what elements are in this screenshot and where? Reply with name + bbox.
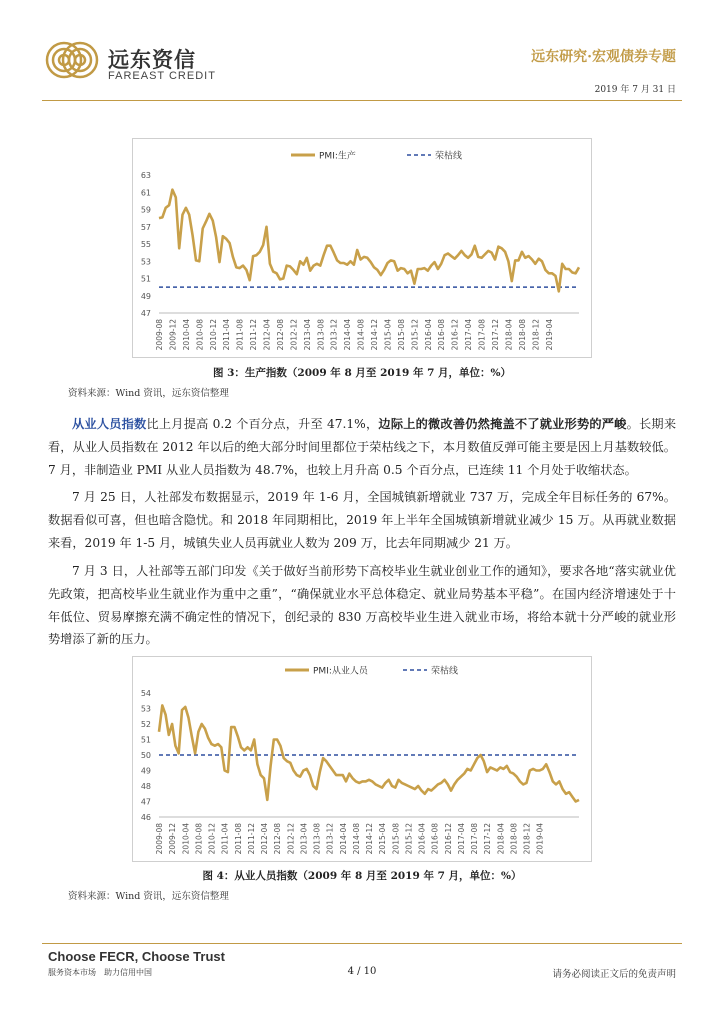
x-tick-label: 2013-08 [312,823,322,855]
y-tick-label: 57 [140,222,151,232]
report-series-title: 远东研究·宏观债券专题 [531,49,676,65]
x-tick-label: 2017-08 [470,823,479,855]
x-tick-label: 2012-12 [286,823,296,855]
x-tick-label: 2015-04 [383,319,393,351]
y-tick-label: 48 [140,782,151,791]
x-tick-label: 2010-04 [181,319,191,351]
x-tick-label: 2016-12 [450,319,460,351]
x-tick-label: 2011-12 [249,319,259,351]
x-tick-label: 2016-04 [417,823,427,855]
x-tick-label: 2017-12 [483,823,493,855]
x-tick-label: 2010-12 [207,823,217,855]
y-tick-label: 47 [140,309,151,318]
x-tick-label: 2014-12 [365,823,374,855]
y-tick-label: 51 [140,735,151,745]
x-tick-label: 2012-04 [260,823,269,855]
legend-series-label: PMI:生产 [319,151,356,162]
x-tick-label: 2015-12 [404,823,414,855]
x-tick-label: 2019-04 [544,319,554,351]
legend-threshold-label: 荣枯线 [435,151,463,162]
x-tick-label: 2013-08 [316,319,326,351]
x-tick-label: 2014-04 [338,823,348,855]
x-tick-label: 2018-12 [522,823,532,855]
paragraph-employment-index [48,413,676,481]
x-tick-label: 2018-04 [504,319,514,351]
x-tick-label: 2011-12 [246,823,256,855]
y-tick-label: 53 [140,257,151,267]
fareast-logo-icon [42,40,102,80]
x-tick-label: 2016-12 [443,823,453,855]
figure4-source: 资料来源：Wind 资讯，远东资信整理 [68,891,229,902]
x-tick-label: 2012-12 [289,319,299,351]
x-tick-label: 2014-08 [351,823,361,855]
x-tick-label: 2016-04 [423,319,433,351]
x-tick-label: 2009-12 [168,319,178,351]
header-divider [42,100,682,101]
x-tick-label: 2018-08 [509,823,519,855]
x-tick-label: 2017-04 [456,823,466,855]
x-tick-label: 2017-08 [477,319,487,351]
y-tick-label: 47 [140,797,151,807]
x-tick-label: 2015-12 [410,319,420,351]
figure3-source: 资料来源：Wind 资讯，远东资信整理 [68,388,229,399]
figure4-employment-index-chart [133,657,591,861]
x-tick-label: 2018-04 [496,823,506,855]
legend-threshold-label: 荣枯线 [431,666,459,677]
x-tick-label: 2014-12 [370,319,380,351]
figure3-production-index-chart [133,139,591,357]
x-tick-label: 2014-04 [343,319,353,351]
x-tick-label: 2011-08 [235,319,245,351]
x-tick-label: 2015-08 [391,823,401,855]
x-tick-label: 2012-04 [262,319,272,351]
footer-tagline: 服务资本市场 助力信用中国 [48,968,152,977]
y-tick-label: 52 [140,720,151,729]
x-tick-label: 2018-12 [531,319,541,351]
y-tick-label: 49 [140,291,151,301]
x-tick-label: 2017-12 [491,319,500,351]
x-tick-label: 2015-08 [396,319,406,351]
x-tick-label: 2018-08 [517,319,527,351]
x-tick-label: 2009-12 [168,823,178,855]
y-tick-label: 46 [140,813,151,822]
paragraph-graduates-policy: 7 月 3 日，人社部等五部门印发《关于做好当前形势下高校毕业生就业创业工作的通知》，要求各地“落实就业优先政策，把高校毕业生就业作为重中之重”，“确保就业水平总体稳定、就业局势基本平稳”。在国内经济增速处于十年低位、贸易摩擦充满不确定性的情况下，创纪录的 830 万高校毕业生进入就业市场，将给本就十分严峻的就业形势增添了新的压力。 [48,564,676,647]
x-tick-label: 2013-04 [302,319,312,351]
footer-divider [42,943,682,944]
x-tick-label: 2016-08 [430,823,440,855]
x-tick-label: 2012-08 [275,319,285,351]
y-tick-label: 50 [140,751,151,760]
employment-index-lead: 从业人员指数 [72,417,147,431]
x-tick-label: 2009-08 [155,823,164,855]
y-tick-label: 54 [140,689,151,698]
figure4-caption: 图 4：从业人员指数（2009 年 8 月至 2019 年 7 月，单位：%） [202,870,522,882]
footer-brand-slogan: Choose FECR, Choose Trust [48,949,225,964]
brand-name-cn: 远东资信 [108,48,196,72]
x-tick-label: 2010-08 [194,823,204,855]
x-tick-label: 2014-08 [356,319,366,351]
x-tick-label: 2013-04 [299,823,309,855]
figure3-chart-frame [132,138,592,358]
x-tick-label: 2010-04 [181,823,191,855]
x-tick-label: 2019-04 [535,823,545,855]
paragraph1-text-a: 比上月提高 0.2 个百分点，升至 47.1%， [146,417,379,431]
legend-series-label: PMI:从业人员 [313,666,368,677]
series-line [159,190,579,292]
y-tick-label: 53 [140,704,151,714]
x-tick-label: 2013-12 [325,823,335,855]
x-tick-label: 2013-12 [329,319,339,351]
x-tick-label: 2011-08 [233,823,243,855]
x-tick-label: 2012-08 [273,823,283,855]
footer-disclaimer: 请务必阅读正文后的免责声明 [552,969,676,980]
x-tick-label: 2010-12 [208,319,218,351]
page-number: 4 / 10 [347,966,377,977]
series-line [159,705,579,801]
figure4-chart-frame [132,656,592,862]
paragraph1-emphasis: 边际上的微改善仍然掩盖不了就业形势的严峻 [378,417,627,431]
figure3-caption: 图 3：生产指数（2009 年 8 月至 2019 年 7 月，单位：%） [212,367,512,379]
x-tick-label: 2016-08 [437,319,447,351]
y-tick-label: 55 [140,240,151,249]
report-date: 2019 年 7 月 31 日 [594,85,676,95]
x-tick-label: 2011-04 [220,823,230,855]
x-tick-label: 2011-04 [222,319,232,351]
brand-name-en: FAREAST CREDIT [108,70,216,82]
y-tick-label: 61 [140,188,151,198]
x-tick-label: 2010-08 [195,319,205,351]
paragraph-employment-data: 7 月 25 日，人社部发布数据显示，2019 年 1-6 月，全国城镇新增就业 737 万，完成全年目标任务的 67%。数据看似可喜，但也暗含隐忧。和 2018 年同期相比，2019 年上半年全国城镇新增就业减少 15 万。从再就业数据来看，2019 年 1-5 月，城镇失业人员再就业人数为 209 万，比去年同期减少 21 万。 [48,490,676,550]
x-tick-label: 2017-04 [464,319,474,351]
x-tick-label: 2009-08 [155,319,164,351]
y-tick-label: 63 [140,171,151,180]
paragraph1-text-b: 。长期来看，从业人员指数在 2012 年以后的绝大部分时间里都位于荣枯线之下，本月数值反弹可能主要是因上月基数较低。7 月，非制造业 PMI 从业人员指数为 48.7%，也较上月升高 0.5 个百分点，已连续 11 个月处于收缩状态。 [48,417,677,477]
y-tick-label: 51 [140,274,151,284]
y-tick-label: 59 [140,205,151,215]
y-tick-label: 49 [140,766,151,776]
x-tick-label: 2015-04 [378,823,388,855]
